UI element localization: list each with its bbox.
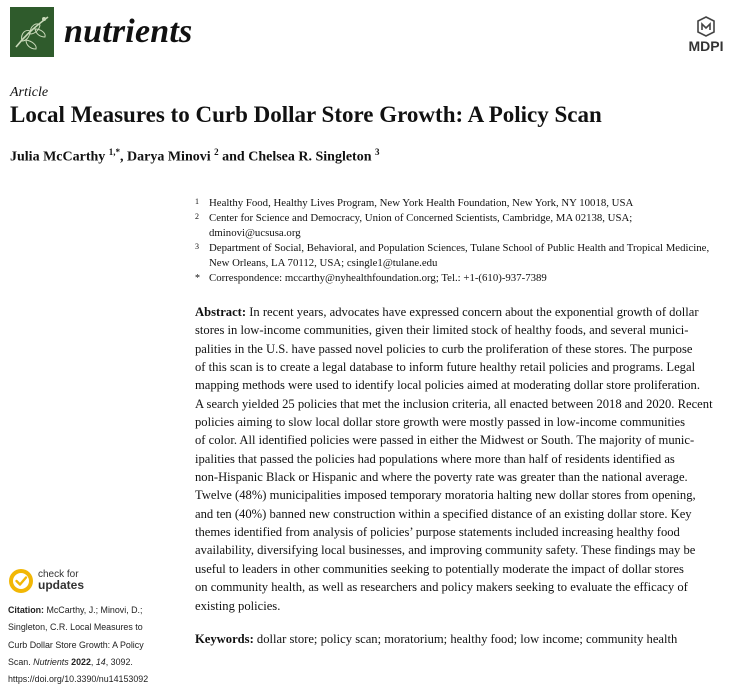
- citation-block: Citation: McCarthy, J.; Minovi, D.; Singleton, C.R. Local Measures to Curb Dollar Store Growth: A Policy Scan. Nutrients 2022, 14, 3092. https://doi.org/10.3390/nu14153092: [8, 602, 186, 688]
- correspondence-line[interactable]: Correspondence: mccarthy@nyhealthfoundation.org; Tel.: +1-(610)-937-7389: [209, 272, 547, 284]
- abstract-label: Abstract:: [195, 305, 247, 319]
- abstract-line: policies aiming to slow local dollar store growth were mostly passed in low-income communities: [195, 415, 686, 430]
- author-separator: and: [218, 149, 249, 165]
- check-for-label: check for: [38, 569, 79, 580]
- affiliation-line: Center for Science and Democracy, Union of Concerned Scientists, Cambridge, MA 02138, USA;: [209, 212, 633, 224]
- mdpi-hexagon-icon: [680, 16, 732, 38]
- nutrients-leaf-icon: [10, 7, 54, 57]
- affiliation-email[interactable]: dminovi@ucsusa.org: [209, 227, 301, 239]
- mdpi-logo: [680, 16, 732, 54]
- citation-doi-link[interactable]: https://doi.org/10.3390/nu14153092: [8, 674, 149, 685]
- article-title: Local Measures to Curb Dollar Store Growth: A Policy Scan: [10, 102, 602, 127]
- check-badge-icon: [8, 568, 34, 594]
- abstract-line: Abstract: In recent years, advocates have expressed concern about the exponential growth of dollar: [195, 305, 699, 319]
- article-type: Article: [10, 85, 49, 100]
- abstract-line: stores in low-income communities, given their limited stock of healthy foods, and several munici-: [195, 323, 689, 338]
- author-name[interactable]: Julia McCarthy: [10, 149, 106, 165]
- keywords-label: Keywords:: [195, 632, 254, 646]
- citation-volume: 14: [95, 656, 106, 667]
- abstract-line: existing policies.: [195, 598, 281, 613]
- abstract-line: Twelve (48%) municipalities imposed temporary moratoria halting new dollar stores from opening,: [195, 488, 696, 503]
- affiliation-line: Department of Social, Behavioral, and Population Sciences, Tulane School of Public Health and Tropical Medicine,: [209, 242, 710, 254]
- affiliation-number: 1: [195, 197, 199, 206]
- updates-label: updates: [38, 578, 85, 592]
- abstract-line: palities in the U.S. have passed novel policies to curb the proliferation of these stores. The purpose: [195, 341, 693, 356]
- abstract-line: useful to leaders in other communities seeking to potentially moderate the impact of dollar stores: [195, 561, 684, 576]
- affiliation-number: *: [195, 273, 200, 284]
- author-list: [10, 147, 380, 166]
- author-separator: ,: [120, 149, 128, 165]
- journal-logo: [10, 7, 54, 57]
- abstract-line: ipalities that passed the policies had populations where more than half of residents identified as: [195, 451, 675, 466]
- affiliation-line: New Orleans, LA 70112, USA; csingle1@tulane.edu: [209, 257, 438, 269]
- citation-journal: Nutrients: [33, 656, 69, 667]
- affiliation-number: 3: [195, 242, 199, 251]
- publisher-name: MDPI: [688, 38, 724, 54]
- keywords-text: dollar store; policy scan; moratorium; healthy food; low income; community health: [256, 632, 678, 646]
- keywords: [195, 630, 742, 648]
- author-affiliation-mark: 1,*: [108, 147, 121, 157]
- author-name[interactable]: Darya Minovi: [127, 149, 211, 165]
- abstract-line: availability, diversifying local businesses, and improving community safety. These findings may be: [195, 543, 696, 558]
- citation-label: Citation:: [8, 605, 44, 615]
- author-affiliation-mark: 2: [214, 147, 219, 157]
- abstract-line: of this scan is to create a legal database to inform future healthy retail policies and programs. Legal: [195, 360, 696, 375]
- abstract-line: mapping methods were used to identify local policies aimed at moderating dollar store proliferation.: [195, 378, 701, 393]
- citation-year: 2022: [71, 656, 91, 667]
- abstract-line: on community health, as well as researchers and policy makers seeking to evaluate the efficacy of: [195, 580, 688, 595]
- check-for-updates-button[interactable]: [8, 568, 128, 598]
- author-affiliation-mark: 3: [375, 147, 380, 157]
- abstract-line: non-Hispanic Black or Hispanic and where the poverty rate was greater than the national average.: [195, 470, 688, 485]
- abstract: [195, 303, 742, 615]
- abstract-line: and ten (40%) banned new construction within a specified distance of an existing dollar store. Key: [195, 506, 692, 521]
- abstract-line: A search yielded 25 policies that met the inclusion criteria, all enacted between 2018 and 2020. Recent: [195, 396, 713, 411]
- affiliation-number: 2: [195, 212, 199, 221]
- affiliation-line: Healthy Food, Healthy Lives Program, New York Health Foundation, New York, NY 10018, USA: [209, 197, 634, 209]
- abstract-line: of color. All identified policies were passed in either the Midwest or South. The majority of munic-: [195, 433, 695, 448]
- abstract-line: themes identified from analysis of policies’ purpose statements included increasing healthy food: [195, 525, 680, 540]
- journal-name: nutrients: [64, 13, 193, 50]
- author-name[interactable]: Chelsea R. Singleton: [248, 149, 372, 165]
